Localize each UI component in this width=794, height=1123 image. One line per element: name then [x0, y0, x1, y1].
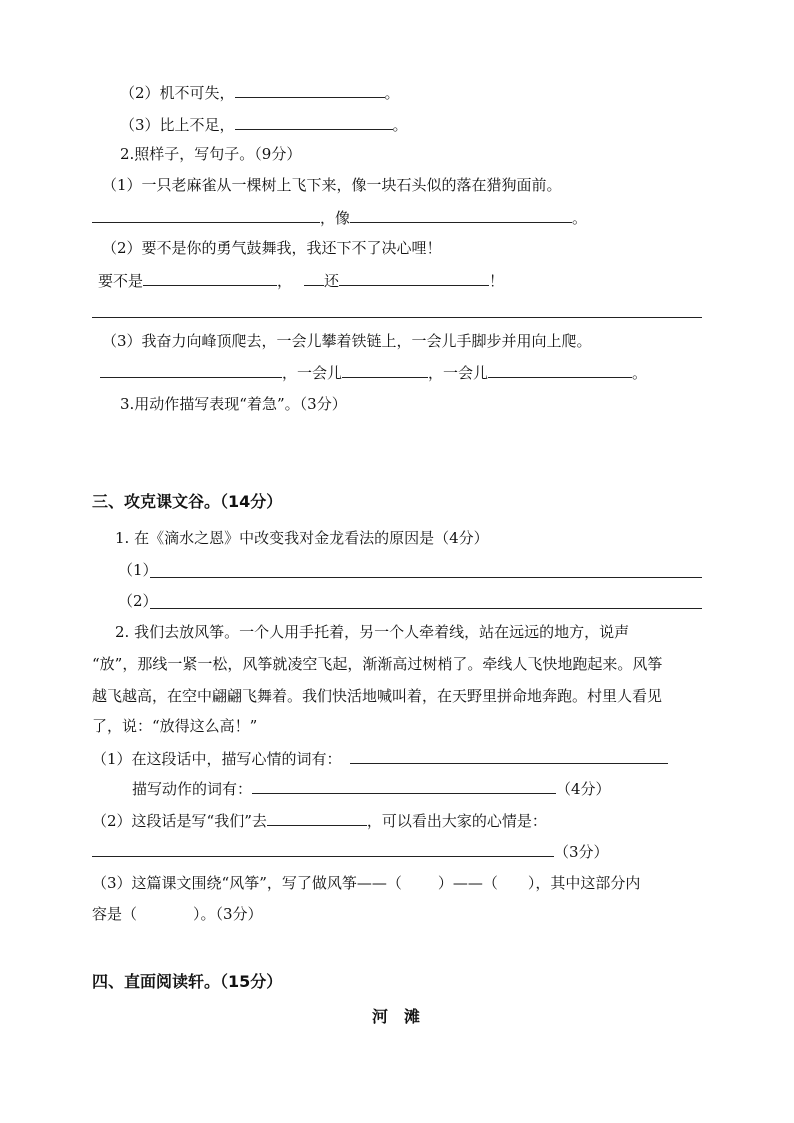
answer-blank[interactable] — [350, 748, 668, 764]
answer-line[interactable] — [150, 608, 702, 609]
reading-title: 河滩 — [372, 1007, 437, 1026]
answer-line[interactable] — [150, 577, 702, 578]
sentence-answer-1: ，像 。 — [92, 207, 587, 228]
section-title: 四、直面阅读轩。（15分） — [92, 972, 283, 991]
answer-blank[interactable] — [342, 362, 428, 378]
sentence-answer-2: 要不是 ， 还 ！ — [98, 272, 505, 290]
answer-blank[interactable] — [235, 114, 393, 130]
question-heading: 2.照样子，写句子。（9分） — [120, 145, 302, 163]
answer-blank[interactable] — [100, 362, 282, 378]
answer-blank[interactable] — [235, 82, 385, 98]
text-question-1: 1. 在《滴水之恩》中改变我对金龙看法的原因是（4分） — [115, 529, 489, 547]
passage-line: 越飞越高，在空中翩翩飞舞着。我们快活地喊叫着，在天野里拼命地奔跑。村里人看见 — [92, 687, 663, 705]
question-heading: 3.用动作描写表现“着急”。（3分） — [120, 395, 347, 413]
passage-line: “放”，那线一紧一松，风筝就凌空飞起，渐渐高过树梢了。牵线人飞快地跑起来。风筝 — [92, 655, 663, 673]
passage-question-2: （2）这段话是写“我们”去 ，可以看出大家的心情是： — [92, 812, 547, 830]
idiom-q3: （3）比上不足， 。 — [120, 116, 408, 134]
passage-line: 2. 我们去放风筝。一个人用手托着，另一个人牵着线，站在远远的地方，说声 — [115, 623, 630, 641]
sentence-example-1: （1）一只老麻雀从一棵树上飞下来，像一块石头似的落在猎狗面前。 — [102, 176, 562, 194]
answer-line[interactable] — [92, 317, 702, 318]
section-title: 三、攻克课文谷。（14分） — [92, 492, 283, 511]
passage-question-1b: 描写动作的词有： （4分） — [132, 780, 611, 798]
answer-blank[interactable] — [267, 810, 367, 826]
answer-blank[interactable] — [304, 270, 324, 286]
passage-question-2b: （3分） — [92, 841, 609, 862]
answer-item-1: （1） — [118, 561, 158, 579]
answer-blank[interactable] — [252, 778, 556, 794]
passage-question-3b: 容是（ ）。（3分） — [92, 905, 263, 923]
answer-blank[interactable] — [339, 270, 489, 286]
sentence-example-2: （2）要不是你的勇气鼓舞我，我还下不了决心哩！ — [102, 239, 442, 257]
passage-question-1: （1）在这段话中，描写心情的词有： — [92, 748, 668, 769]
passage-line: 了，说：“放得这么高！” — [92, 717, 258, 735]
answer-blank[interactable] — [92, 841, 554, 857]
answer-blank[interactable] — [350, 207, 572, 223]
passage-question-3: （3）这篇课文围绕“风筝”，写了做风筝——（ ）——（ ），其中这部分内 — [92, 874, 641, 892]
answer-blank[interactable] — [143, 270, 277, 286]
idiom-q2: （2）机不可失， 。 — [120, 84, 400, 102]
answer-blank[interactable] — [92, 207, 320, 223]
sentence-answer-3: ，一会儿 ，一会儿 。 — [100, 362, 647, 383]
answer-item-2: （2） — [118, 592, 158, 610]
answer-blank[interactable] — [488, 362, 632, 378]
sentence-example-3: （3）我奋力向峰顶爬去，一会儿攀着铁链上，一会儿手脚步并用向上爬。 — [102, 332, 592, 350]
